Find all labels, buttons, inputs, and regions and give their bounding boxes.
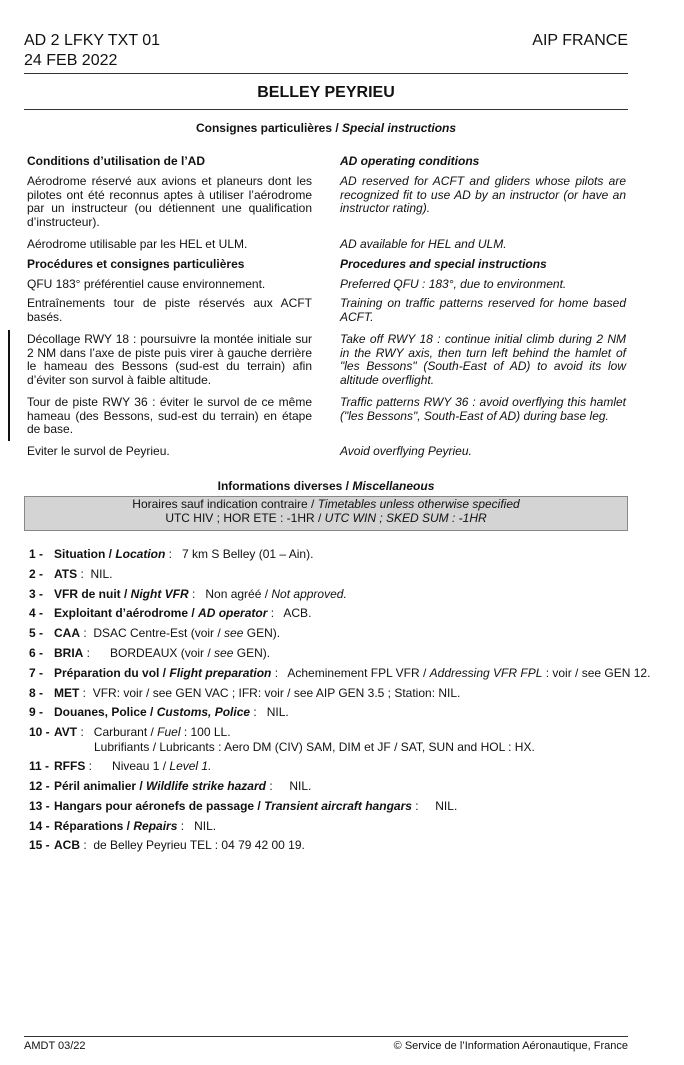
item-value-en: Addressing VFR FPL bbox=[429, 665, 543, 680]
item-number: 7 - bbox=[29, 665, 44, 680]
item-label-fr: VFR de nuit / bbox=[54, 586, 131, 601]
list-item bbox=[29, 645, 629, 665]
item-number: 13 - bbox=[29, 798, 50, 813]
item-body bbox=[54, 605, 311, 621]
list-item bbox=[29, 798, 629, 818]
page-title: BELLEY PEYRIEU bbox=[257, 84, 395, 101]
header-rule bbox=[24, 73, 628, 74]
item-label-en: Night VFR bbox=[130, 586, 189, 601]
header-doc-ref: AD 2 LFKY TXT 01 bbox=[24, 32, 161, 49]
footer-amendment: AMDT 03/22 bbox=[24, 1040, 86, 1052]
item-number: 5 - bbox=[29, 626, 44, 641]
document-page bbox=[24, 0, 651, 1065]
list-item bbox=[29, 546, 629, 566]
item-label-fr: Hangars pour aéronefs de passage / bbox=[54, 798, 265, 813]
item-value-fr: 7 km S Belley (01 – Ain). bbox=[178, 547, 314, 561]
item-separator: : bbox=[267, 606, 281, 621]
list-item bbox=[29, 778, 629, 798]
item-number: 1 - bbox=[29, 547, 44, 561]
item-body bbox=[54, 586, 347, 602]
item-body bbox=[54, 758, 211, 774]
item-separator: : bbox=[77, 566, 91, 581]
item-separator: : bbox=[188, 586, 203, 601]
item-body bbox=[54, 645, 270, 661]
item-separator: : bbox=[411, 798, 426, 813]
item-separator: : bbox=[265, 778, 280, 793]
item-value-fr: BORDEAUX (voir / bbox=[96, 645, 215, 660]
change-bar bbox=[8, 330, 10, 441]
item-label-fr: Préparation du vol / bbox=[54, 665, 170, 680]
item-body bbox=[54, 546, 313, 562]
item-body bbox=[54, 685, 460, 701]
item-number: 15 - bbox=[29, 838, 50, 853]
item-value-fr-2: : voir / see GEN 12. bbox=[542, 665, 651, 680]
si-row-fr: QFU 183° préférentiel cause environnement. bbox=[27, 277, 266, 291]
list-item bbox=[29, 665, 651, 685]
item-number: 10 - bbox=[29, 725, 50, 740]
special-instructions-heading-fr: Consignes particulières / bbox=[195, 121, 342, 135]
timetable-line-2-en: UTC WIN ; SKED SUM : -1HR bbox=[324, 511, 487, 525]
item-label-fr: Douanes, Police / bbox=[54, 705, 157, 720]
miscellaneous-heading-en: Miscellaneous bbox=[352, 479, 435, 493]
footer-rule bbox=[24, 1036, 628, 1037]
list-item bbox=[29, 758, 629, 778]
item-value-fr-2: GEN). bbox=[233, 645, 271, 660]
item-number: 9 - bbox=[29, 705, 44, 720]
item-value-fr: NIL. bbox=[279, 778, 312, 793]
timetable-line-1-fr: Horaires sauf indication contraire / bbox=[132, 497, 318, 511]
item-number: 4 - bbox=[29, 606, 44, 621]
timetable-box bbox=[24, 496, 628, 531]
special-instructions-heading-en: Special instructions bbox=[342, 121, 457, 135]
item-number: 12 - bbox=[29, 778, 50, 793]
si-row-fr: Eviter le survol de Peyrieu. bbox=[27, 444, 170, 458]
item-body bbox=[54, 837, 305, 853]
list-item bbox=[29, 625, 629, 645]
item-value-fr: VFR: voir / see GEN VAC ; IFR: voir / see AIP GEN 3.5 ; Station: NIL. bbox=[92, 685, 461, 700]
item-separator: : bbox=[165, 547, 179, 561]
item-value-fr: Niveau 1 / bbox=[98, 759, 170, 774]
item-separator: : bbox=[77, 725, 91, 740]
si-row-en: AD reserved for ACFT and gliders whose pilots are recognized fit to use AD by an instructor (or have an instructor rating). bbox=[340, 174, 626, 215]
item-label-fr: RFFS bbox=[54, 759, 86, 774]
item-value-fr-2: GEN). bbox=[243, 626, 281, 641]
timetable-line-2 bbox=[25, 511, 627, 525]
si-row-en: Procedures and special instructions bbox=[340, 257, 547, 271]
item-separator: : bbox=[271, 665, 285, 680]
item-body bbox=[54, 724, 231, 740]
item-value-fr-2: : 100 LL. bbox=[180, 725, 231, 740]
list-item bbox=[29, 724, 629, 758]
item-number: 3 - bbox=[29, 586, 44, 601]
miscellaneous-list bbox=[29, 546, 651, 857]
item-value-fr: NIL. bbox=[263, 705, 289, 720]
item-value-fr: de Belley Peyrieu TEL : 04 79 42 00 19. bbox=[93, 838, 305, 853]
si-row-fr: Procédures et consignes particulières bbox=[27, 257, 245, 271]
item-label-en: Flight preparation bbox=[169, 665, 272, 680]
list-item bbox=[29, 704, 629, 724]
item-label-en: AD operator bbox=[198, 606, 268, 621]
si-row-en: AD operating conditions bbox=[340, 154, 480, 168]
title-rule bbox=[24, 109, 628, 110]
si-row-en: Training on traffic patterns reserved for home based ACFT. bbox=[340, 296, 626, 324]
item-label-fr: ACB bbox=[54, 838, 80, 853]
item-label-fr: Péril animalier / bbox=[54, 778, 147, 793]
list-item bbox=[29, 586, 629, 606]
list-item bbox=[29, 818, 629, 838]
item-body bbox=[54, 778, 311, 794]
item-label-fr: Réparations / bbox=[54, 818, 134, 833]
item-separator: : bbox=[177, 818, 191, 833]
item-value-fr: Acheminement FPL VFR / bbox=[284, 665, 430, 680]
item-value-fr: NIL. bbox=[190, 818, 217, 833]
header-date: 24 FEB 2022 bbox=[24, 52, 118, 69]
list-item bbox=[29, 566, 629, 586]
item-line-2: Lubrifiants / Lubricants : Aero DM (CIV) SAM, DIM et JF / SAT, SUN and HOL : HX. bbox=[94, 740, 535, 755]
footer-copyright: © Service de l’Information Aéronautique, France bbox=[393, 1040, 628, 1052]
item-number: 6 - bbox=[29, 645, 44, 660]
si-row-en: Traffic patterns RWY 36 : avoid overflying this hamlet ("les Bessons", South-East of AD) during base leg. bbox=[340, 395, 626, 423]
item-number: 8 - bbox=[29, 685, 44, 700]
item-number: 14 - bbox=[29, 818, 50, 833]
timetable-line-1-en: Timetables unless otherwise specified bbox=[317, 497, 520, 511]
si-row-fr: Décollage RWY 18 : poursuivre la montée initiale sur 2 NM dans l’axe de piste puis virer à gauche derrière le hameau des Bessons (sud-est du terrain) afin d’éviter son survol à faible altitude. bbox=[27, 332, 312, 387]
si-row-fr: Tour de piste RWY 36 : éviter le survol de ce même hameau (des Bessons, sud-est du terrain) en étape de base. bbox=[27, 395, 312, 436]
header-publication: AIP FRANCE bbox=[532, 32, 628, 49]
item-separator: : bbox=[83, 645, 97, 660]
si-row-en: Avoid overflying Peyrieu. bbox=[340, 444, 472, 458]
miscellaneous-heading-fr: Informations diverses / bbox=[217, 479, 353, 493]
item-value-fr: Non agréé / bbox=[202, 586, 272, 601]
item-number: 11 - bbox=[29, 759, 50, 774]
item-label-en: Customs, Police bbox=[156, 705, 251, 720]
item-value-en: Not approved. bbox=[271, 586, 347, 601]
item-value-en: Level 1. bbox=[169, 759, 212, 774]
timetable-line-2-fr: UTC HIV ; HOR ETE : -1HR / bbox=[165, 511, 325, 525]
si-row-fr: Aérodrome réservé aux avions et planeurs dont les pilotes ont été reconnus aptes à utiliser l’aérodrome par un instructeur (ou détiennent une qualification d’instructeur). bbox=[27, 174, 312, 229]
item-separator: : bbox=[250, 705, 264, 720]
si-row-en: Preferred QFU : 183°, due to environment. bbox=[340, 277, 567, 291]
si-row-en: AD available for HEL and ULM. bbox=[340, 237, 507, 251]
si-row-en: Take off RWY 18 : continue initial climb during 2 NM in the RWY axis, then turn left behind the hamlet of "les Bessons" (South-East of AD) to avoid its low altitude overflight. bbox=[340, 332, 626, 387]
item-number: 2 - bbox=[29, 566, 44, 581]
list-item bbox=[29, 837, 629, 857]
item-value-fr: NIL. bbox=[90, 566, 113, 581]
item-label-en: Location bbox=[115, 547, 166, 561]
item-separator: : bbox=[80, 626, 94, 641]
item-separator: : bbox=[85, 759, 99, 774]
item-value-fr: ACB. bbox=[280, 606, 312, 621]
special-instructions-heading bbox=[24, 121, 628, 135]
item-value-en: see bbox=[224, 626, 244, 641]
item-body bbox=[54, 798, 457, 814]
item-label-en: Transient aircraft hangars bbox=[264, 798, 412, 813]
item-body bbox=[54, 704, 289, 720]
item-label-en: Wildlife strike hazard bbox=[146, 778, 266, 793]
item-label-fr: AVT bbox=[54, 725, 78, 740]
item-value-en: see bbox=[214, 645, 234, 660]
item-label-fr: BRIA bbox=[54, 645, 84, 660]
item-label-fr: Exploitant d’aérodrome / bbox=[54, 606, 199, 621]
item-label-en: Repairs bbox=[133, 818, 178, 833]
si-row-fr: Aérodrome utilisable par les HEL et ULM. bbox=[27, 237, 248, 251]
item-value-en: Fuel bbox=[157, 725, 181, 740]
si-row-fr: Conditions d’utilisation de l’AD bbox=[27, 154, 205, 168]
item-body bbox=[54, 566, 112, 582]
list-item bbox=[29, 685, 629, 705]
item-body bbox=[54, 665, 650, 681]
item-body bbox=[54, 625, 280, 641]
header-left bbox=[24, 31, 160, 71]
si-row-fr: Entraînements tour de piste réservés aux ACFT basés. bbox=[27, 296, 312, 324]
item-value-fr: NIL. bbox=[425, 798, 458, 813]
list-item bbox=[29, 605, 629, 625]
item-separator: : bbox=[80, 838, 94, 853]
item-value-fr: Carburant / bbox=[90, 725, 158, 740]
item-label-fr: ATS bbox=[54, 566, 78, 581]
item-label-fr: CAA bbox=[54, 626, 80, 641]
item-label-fr: Situation / bbox=[54, 547, 116, 561]
timetable-line-1 bbox=[25, 497, 627, 511]
item-separator: : bbox=[79, 685, 93, 700]
item-value-fr: DSAC Centre-Est (voir / bbox=[93, 626, 225, 641]
item-label-fr: MET bbox=[54, 685, 80, 700]
item-body bbox=[54, 818, 216, 834]
miscellaneous-heading bbox=[24, 479, 628, 493]
